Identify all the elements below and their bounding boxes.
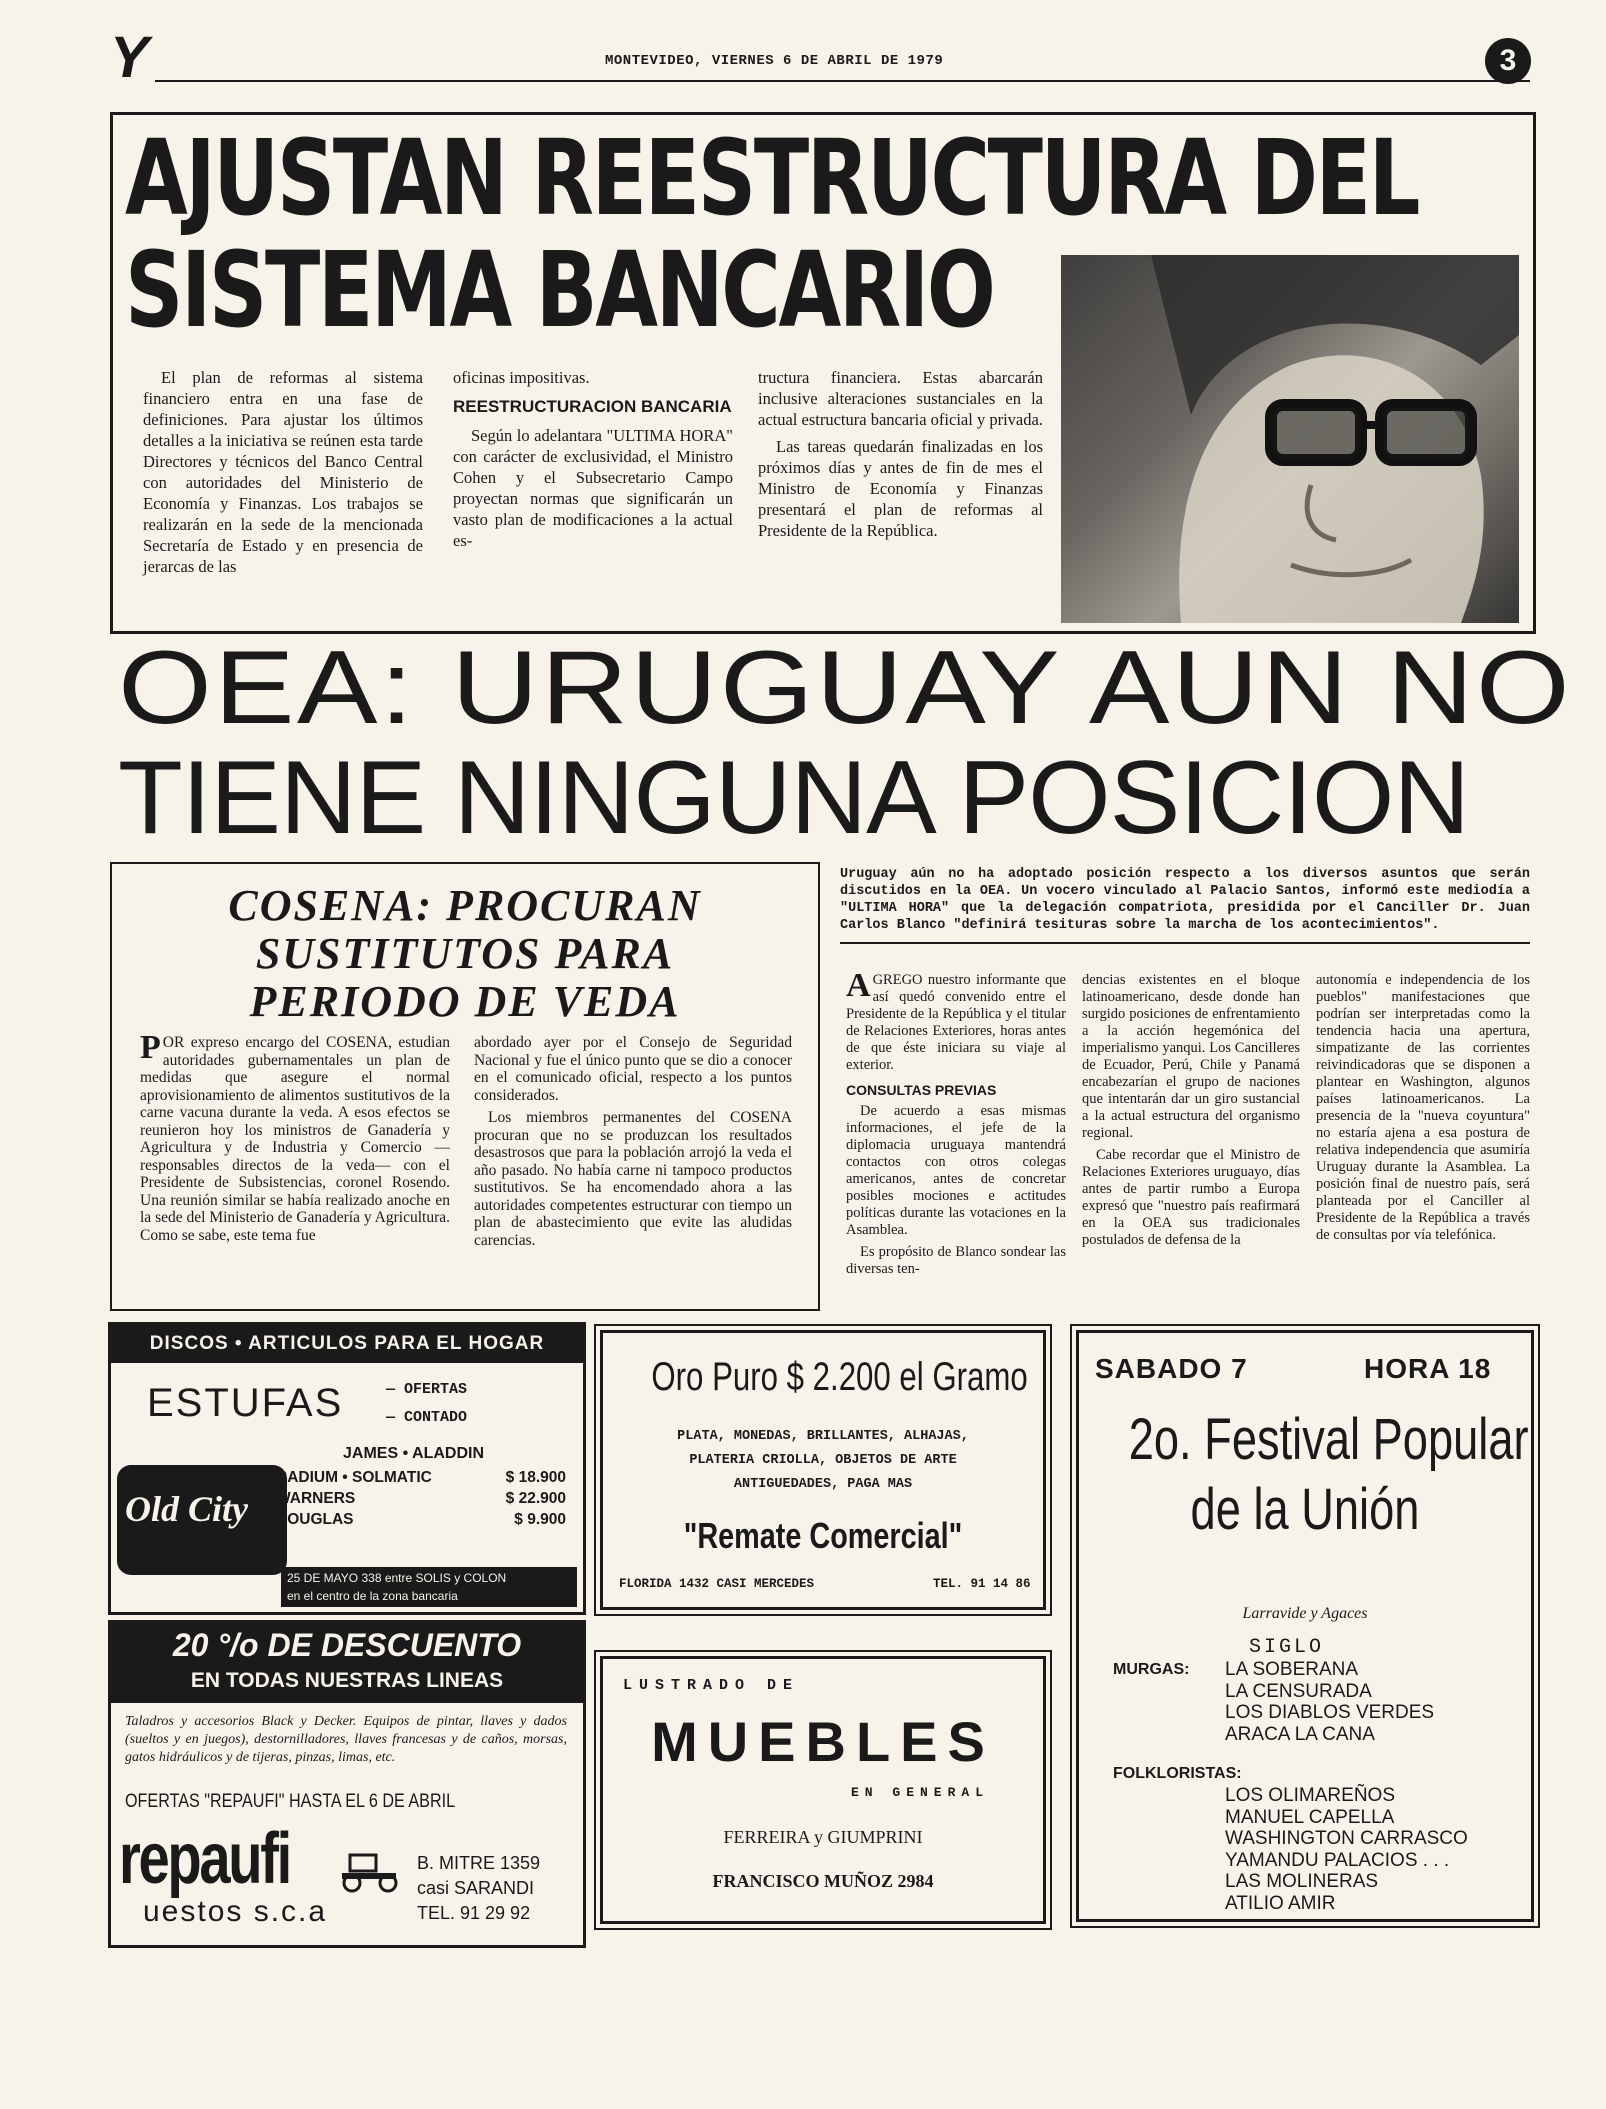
- lead-col-1: [143, 367, 423, 583]
- ad-oldcity-item: [276, 1509, 566, 1530]
- masthead: [85, 25, 1535, 90]
- oea-col1-p2: De acuerdo a esas mismas informaciones, el jefe de la diplomacia uruguaya mantendrá contactos con otros colegas americanos, antes de concretar posibles mociones e actitudes políticas durante las votaciones en la Asamblea.: [846, 1103, 1066, 1238]
- ad-repaufi-subhead: EN TODAS NUESTRAS LINEAS: [190, 1669, 504, 1692]
- car-icon: [336, 1849, 406, 1893]
- dateline: MONTEVIDEO, VIERNES 6 DE ABRIL DE 1979: [605, 53, 944, 69]
- ad-festival-siglo: SIGLO: [1249, 1636, 1325, 1659]
- ad-repaufi-addr1: B. MITRE 1359: [417, 1853, 541, 1873]
- folk-item: LAS MOLINERAS: [1225, 1871, 1379, 1892]
- ad-festival-day: SABADO 7: [1095, 1353, 1248, 1384]
- ad-festival-folk: [1225, 1785, 1468, 1914]
- ad-oldcity-item-name: RADIUM • SOLMATIC: [276, 1469, 432, 1486]
- ad-oldcity-address-line2: en el centro de la zona bancaria: [287, 1589, 458, 1603]
- cosena-col1-text: POR expreso encargo del COSENA, estudian autoridades gubernamentales un plan de medidas que asegure el normal aprovisionamiento de alimentos sustitutivos de la carne vacuna durante la veda. A esos efectos se reunieron hoy los ministros de Ganadería y Agricultura y de Industria y Comercio —responsables directos de la veda— con el Presidente de Subsistencias, coronel Rosendo. Una reunión similar se había realizado anoche en la sede del Ministerio de Ganadería y Agricultura. Como se sabe, este tema fue: [140, 1029, 450, 1244]
- oea-col1-p1: AGREGO nuestro informante que así quedó convenido entre el Presidente de la República y el titular de Relaciones Exteriores, horas antes de que éste iniciara su viaje al exterior.: [846, 967, 1066, 1073]
- ad-oldcity-product: ESTUFAS: [147, 1381, 344, 1425]
- ad-repaufi-body: Taladros y accesorios Black y Decker. Equipos de pintar, llaves y dados (sueltos y en juegos), destornilladores, llaves francesas y de caños, morsas, gatos hidráulicos y de tijeras, pinzas, limas, etc.: [125, 1714, 567, 1765]
- murga-item: ARACA LA CANA: [1225, 1723, 1375, 1745]
- ad-repaufi-logo-sub: uestos s.c.a: [143, 1895, 328, 1928]
- oea-col2-p2: Cabe recordar que el Ministro de Relaciones Exteriores uruguayo, días antes de partir rumbo a Europa expresó que "nuestro país reafirmará en la OEA sus tradicionales postulados de defensa de la: [1082, 1147, 1300, 1248]
- oea-col-1: [846, 967, 1066, 1283]
- folk-item: YAMANDU PALACIOS . . .: [1225, 1849, 1450, 1871]
- oea-headline-line2: TIENE NINGUNA POSICION: [118, 740, 1469, 856]
- ad-oldcity: [108, 1322, 586, 1615]
- cosena-col-1: [140, 1029, 450, 1249]
- lead-col2-lead: oficinas impositivas.: [453, 368, 590, 387]
- oea-headline-line1: OEA: URUGUAY AUN NO: [118, 630, 1573, 746]
- ad-oldcity-item: [276, 1467, 566, 1488]
- cosena-col2-p1: abordado ayer por el Consejo de Seguridad Nacional y fue el único punto que se dio a conocer en el comunicado oficial, respecto a los puntos considerados.: [474, 1034, 792, 1104]
- ad-oldcity-item: [276, 1488, 566, 1509]
- oea-col-3: [1316, 972, 1530, 1249]
- lead-col-2: [453, 367, 733, 557]
- masthead-logo: Y: [110, 25, 149, 90]
- ad-repaufi-phone: TEL. 91 29 92: [417, 1903, 531, 1923]
- lead-story-box: [110, 112, 1536, 634]
- ad-oro-title: Oro Puro $ 2.200 el Gramo: [651, 1355, 1028, 1399]
- cosena-headline-line1: COSENA: PROCURAN: [228, 881, 702, 930]
- ad-festival-title-line1: 2o. Festival Popular: [1128, 1407, 1529, 1472]
- ad-festival-title: [1128, 1405, 1529, 1545]
- ad-oldcity-logo: [117, 1465, 287, 1575]
- oea-col1-subhead: CONSULTAS PREVIAS: [846, 1082, 997, 1098]
- ad-oldcity-item-price: $ 18.900: [505, 1469, 566, 1486]
- murga-item: LA SOBERANA: [1225, 1659, 1359, 1680]
- ad-oldcity-option1: — OFERTAS: [386, 1381, 468, 1398]
- ad-oro-line3: ANTIGUEDADES, PAGA MAS: [733, 1477, 913, 1492]
- folk-item: ATILIO AMIR: [1225, 1892, 1336, 1914]
- lead-photo: [1061, 255, 1519, 623]
- oea-intro: [840, 866, 1530, 944]
- cosena-col2-p2: Los miembros permanentes del COSENA procuran que no se produzcan los resultados desastrosos que para la población arrojó la veda el año pasado. No había carne ni tampoco productos sustitutivos. Se ha encomendado ahora a las autoridades competentes estructurar con tiempo un plan de abastecimiento que evite las aludidas carencias.: [474, 1109, 792, 1249]
- portrait-image: [1061, 255, 1519, 623]
- ad-repaufi-addr2: casi SARANDI: [417, 1878, 535, 1898]
- ad-muebles-names: FERREIRA y GIUMPRINI: [723, 1827, 923, 1847]
- ad-oldcity-item-name: WARNERS: [276, 1490, 356, 1507]
- ad-muebles: [600, 1656, 1046, 1924]
- ad-festival-title-line2: de la Unión: [1190, 1477, 1420, 1542]
- ad-repaufi-headline: 20 °/o DE DESCUENTO: [172, 1627, 522, 1663]
- ad-muebles-line2: EN GENERAL: [851, 1785, 990, 1800]
- cosena-headline-line3: PERIODO DE VEDA: [249, 977, 681, 1026]
- lead-col1-text: El plan de reformas al sistema financiero entra en una fase de definiciones. Para ajustar los últimos detalles a la iniciativa se reúnen esta tarde Directores y técnicos del Banco Central con autoridades del Ministerio de Economía y Finanzas. Los trabajos se realizarán en la sede de la mencionada Secretaría de Estado y en presencia de jerarcas de las: [143, 368, 423, 576]
- lead-col3-p1: tructura financiera. Estas abarcarán inclusive alteraciones sustanciales en la actual estructura bancaria oficial y privada.: [758, 368, 1043, 429]
- ad-oldcity-banner: DISCOS • ARTICULOS PARA EL HOGAR: [111, 1325, 583, 1363]
- ad-festival-venue: Larravide y Agaces: [1242, 1605, 1368, 1622]
- lead-subhead: REESTRUCTURACION BANCARIA: [453, 397, 732, 416]
- ad-festival-murgas: [1225, 1659, 1434, 1745]
- cosena-col-2: [474, 1034, 792, 1254]
- lead-col-3: [758, 367, 1043, 547]
- ad-repaufi-contact: [417, 1851, 540, 1926]
- ad-festival: [1076, 1330, 1534, 1922]
- folk-item: WASHINGTON CARRASCO: [1225, 1828, 1468, 1849]
- ad-oldcity-item-price: $ 9.900: [514, 1511, 566, 1528]
- lead-col2-text: Según lo adelantara "ULTIMA HORA" con carácter de exclusividad, el Ministro Cohen y el Subsecretario Campo proyectan normas que significarán un vasto plan de modificaciones a la actual es-: [453, 426, 733, 550]
- ad-oldcity-logo-text: Old City: [125, 1489, 248, 1529]
- oea-col-2: [1082, 972, 1300, 1254]
- oea-intro-text: Uruguay aún no ha adoptado posición respecto a los diversos asuntos que serán discutidos en la OEA. Un vocero vinculado al Palacio Santos, informó este mediodía a "ULTIMA HORA" que la delegación compatriota, presidida por el Canciller Dr. Juan Carlos Blanco "definirá tesituras sobre la marcha de los acontecimientos".: [840, 867, 1530, 933]
- ad-repaufi-logo: repaufi: [119, 1819, 290, 1899]
- lead-headline-line1: AJUSTAN REESTRUCTURA DEL: [125, 117, 1419, 239]
- ad-festival-murgas-label: MURGAS:: [1113, 1661, 1190, 1678]
- ad-oldcity-item-price: $ 22.900: [505, 1490, 566, 1507]
- masthead-rule: [155, 80, 1530, 82]
- ad-oro-name: "Remate Comercial": [683, 1515, 963, 1556]
- ad-repaufi-offer: OFERTAS "REPAUFI" HASTA EL 6 DE ABRIL: [125, 1791, 456, 1812]
- ad-repaufi-header: [111, 1623, 583, 1703]
- ad-festival-time: HORA 18: [1364, 1353, 1492, 1384]
- ad-oldcity-address: [281, 1567, 577, 1607]
- ad-festival-folk-label: FOLKLORISTAS:: [1113, 1765, 1242, 1782]
- oea-col2-p1: dencias existentes en el bloque latinoamericano, desde donde han surgido posiciones de enfrentamiento a la acción hegemónica del imperialismo yanqui. Los Cancilleres de Ecuador, Perú, Chile y Panamá encabezarían el grupo de naciones que intentarán dar un giro sustancial a la actual estructura del organismo regional.: [1082, 972, 1300, 1141]
- ad-oldcity-address-line1: 25 DE MAYO 338 entre SOLIS y COLON: [287, 1571, 507, 1585]
- ad-repaufi: [108, 1620, 586, 1948]
- ad-oro-address: FLORIDA 1432 CASI MERCEDES: [619, 1577, 815, 1591]
- ad-oro-line2: PLATERIA CRIOLLA, OBJETOS DE ARTE: [689, 1453, 957, 1468]
- ad-oro-line1: PLATA, MONEDAS, BRILLANTES, ALHAJAS,: [677, 1429, 969, 1444]
- ad-muebles-line1: LUSTRADO DE: [623, 1677, 800, 1694]
- oea-col1-p3: Es propósito de Blanco sondear las diversas ten-: [846, 1244, 1066, 1277]
- ad-oldcity-brands: JAMES • ALADDIN: [343, 1445, 485, 1462]
- cosena-box: [110, 862, 820, 1311]
- ad-oldcity-items: [276, 1467, 566, 1530]
- murga-item: LOS DIABLOS VERDES: [1225, 1702, 1435, 1723]
- lead-headline-line2: SISTEMA BANCARIO: [125, 229, 994, 351]
- ad-oldcity-item-name: DOUGLAS: [276, 1511, 354, 1528]
- ad-muebles-address: FRANCISCO MUÑOZ 2984: [712, 1871, 934, 1891]
- ad-oldcity-option2: — CONTADO: [386, 1409, 468, 1426]
- cosena-headline: [112, 882, 818, 1026]
- oea-col3-p1: autonomía e independencia de los pueblos" manifestaciones que podrían ser interpretadas como la tendencia hacia una apertura, simpatizante de las corrientes reivindicadoras que se disponen a plantear en Washington, algunos países latinoamericanos. La presencia de la "nueva coyuntura" no estaría ajena a esa postura de relativa independencia que asumiría Uruguay durante la Asamblea. La posición final de nuestro país, será planteada por el Canciller al Presidente de la República a través de consultas por vía telefónica.: [1316, 972, 1530, 1243]
- page-number: 3: [1485, 38, 1531, 84]
- ad-oro-phone: TEL. 91 14 86: [933, 1577, 1031, 1591]
- ad-muebles-title: MUEBLES: [651, 1710, 995, 1773]
- cosena-headline-line2: SUSTITUTOS PARA: [255, 929, 675, 978]
- folk-item: LOS OLIMAREÑOS: [1225, 1785, 1395, 1806]
- murga-item: LA CENSURADA: [1225, 1680, 1372, 1702]
- lead-col3-p2: Las tareas quedarán finalizadas en los próximos días y antes de fin de mes el Ministro de Economía y Finanzas presentará el plan de reformas al Presidente de la República.: [758, 437, 1043, 540]
- folk-item: MANUEL CAPELLA: [1225, 1806, 1395, 1828]
- ad-oro: [600, 1330, 1046, 1610]
- ad-oro-lines: [603, 1425, 1043, 1497]
